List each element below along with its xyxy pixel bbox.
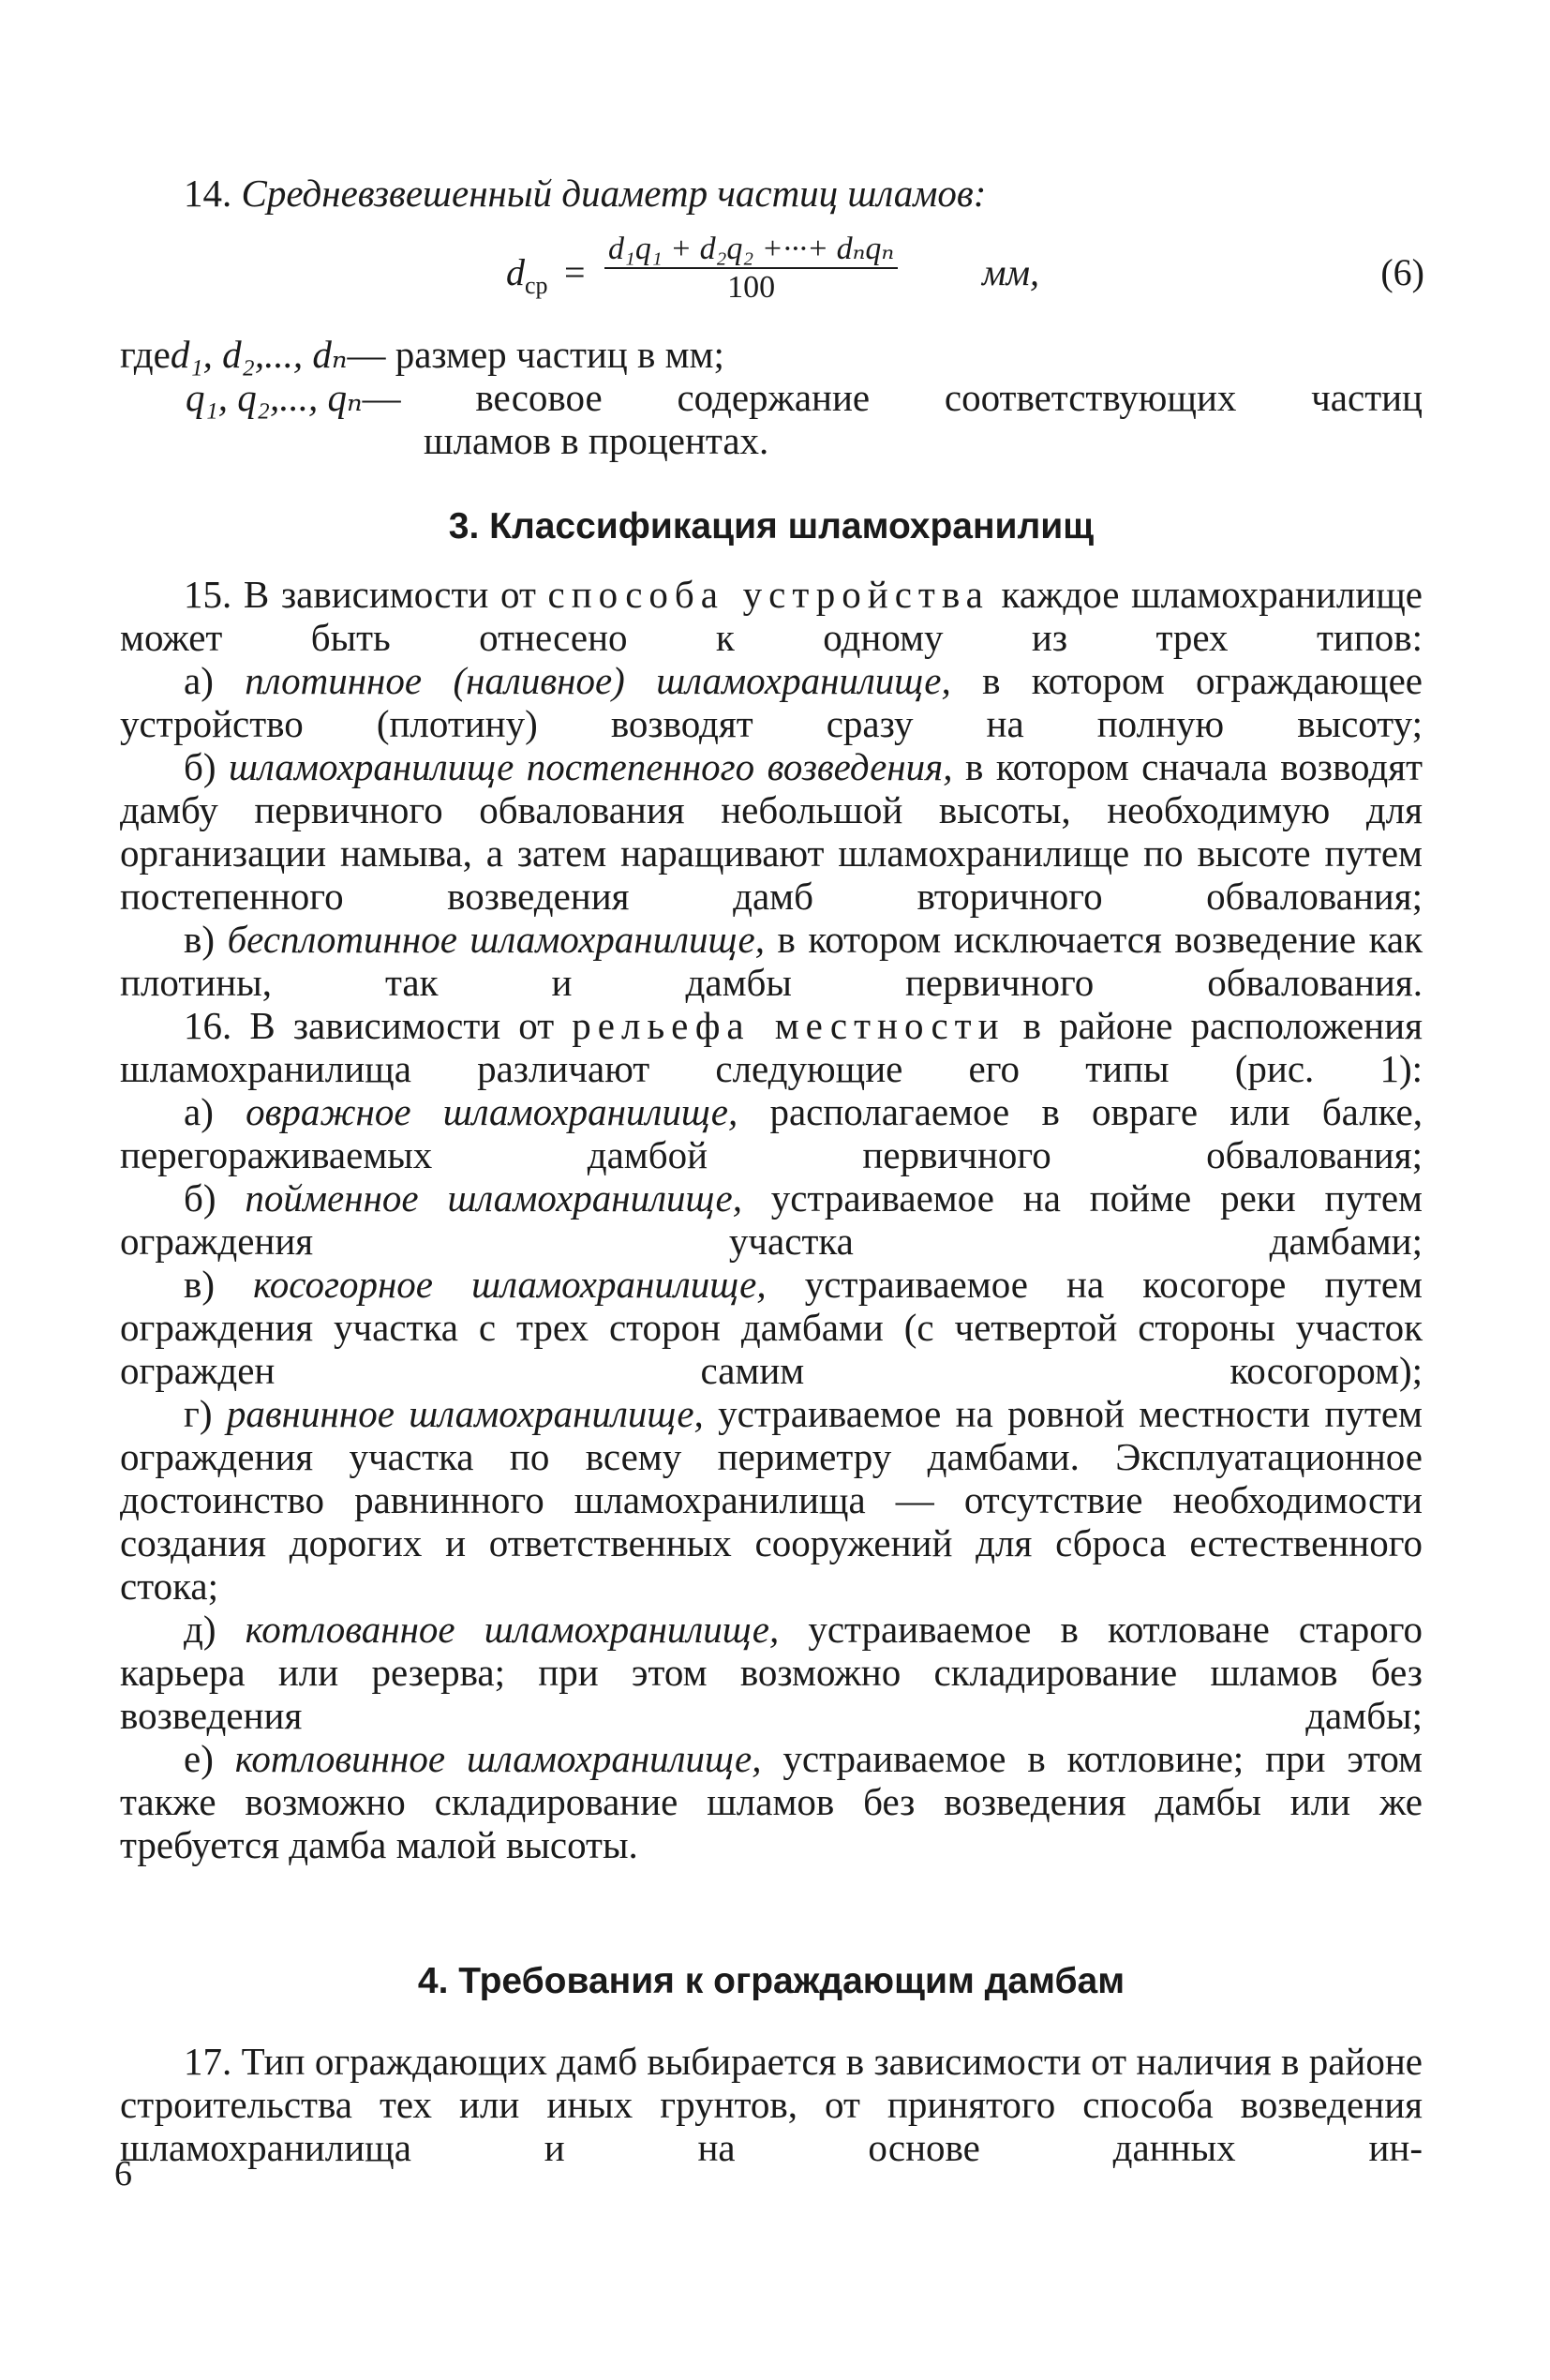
list-item: е) котловинное шламохранилище, устраиваемое в котловине; при этом также возможно складирование шламов без возведения дамбы или же требуется дамба малой высоты.: [120, 1737, 1423, 1866]
list-item: б) пойменное шламохранилище, устраиваемое на пойме реки путем ограждения участка дамбами;: [120, 1176, 1423, 1263]
list-item: д) котлованное шламохранилище, устраиваемое в котловане старого карьера или резерва; при этом возможно складирование шламов без возведения дамбы;: [120, 1608, 1423, 1737]
paragraph-17: 17. Тип ограждающих дамб выбирается в зависимости от наличия в районе строительства тех или иных грунтов, от принятого способа возведения шламохранилища и на основе данных ин-: [120, 2040, 1423, 2169]
section-14-title: 14. Средневзвешенный диаметр частиц шламов:: [184, 172, 987, 215]
formula-lhs: $d_{ср}$: [506, 251, 548, 299]
page-number: 6: [114, 2154, 132, 2193]
formula-fraction: [604, 230, 898, 307]
list-item: а) овражное шламохранилище, располагаемое в овраге или балке, перегораживаемых дамбой первичного обвалования;: [120, 1090, 1423, 1176]
section-14-title-text: Средневзвешенный диаметр частиц шламов:: [241, 172, 987, 215]
formula-label: (6): [1380, 251, 1424, 293]
formula-denominator: 100: [727, 270, 776, 305]
list-item: г) равнинное шламохранилище, устраиваемое на ровной местности путем ограждения участка по всему периметру дамбами. Эксплуатационное достоинство равнинного шламохранилища — отсутствие необходимости создания дорогих и ответственных сооружений для сброса естественного стока;: [120, 1392, 1423, 1608]
list-item: а) плотинное (наливное) шламохранилище, в котором ограждающее устройство (плотину) возводят сразу на полную высоту;: [120, 659, 1423, 745]
definition-q-cont: шламов в процентах.: [424, 419, 769, 462]
list-item: в) косогорное шламохранилище, устраиваемое на косогоре путем ограждения участка с трех сторон дамбами (с четвертой стороны участок огражден самим косогором);: [120, 1263, 1423, 1392]
definition-d: гдеd₁, d₂,..., dₙ— размер частиц в мм;: [120, 333, 724, 376]
formula-unit: мм,: [982, 251, 1040, 293]
list-item: в) бесплотинное шламохранилище, в котором исключается возведение как плотины, так и дамбы первичного обвалования.: [120, 918, 1423, 1004]
list-item: б) шламохранилище постепенного возведения, в котором сначала возводят дамбу первичного обвалования небольшой высоты, необходимую для организации намыва, а затем наращивают шламохранилище по высоте путем постепенного возведения дамб вторичного обвалования;: [120, 745, 1423, 918]
formula-6: [506, 230, 1424, 314]
formula-equals: =: [564, 251, 586, 293]
paragraph-16: 16. В зависимости от рельефа местности в районе расположения шламохранилища различают следующие его типы (рис. 1):: [120, 1004, 1423, 1090]
paragraph-15-block: [120, 573, 1423, 1866]
section-heading-3: 3. Классификация шламохранилищ: [448, 506, 1095, 546]
paragraph-17-block: [120, 2040, 1423, 2169]
definition-q: q₁, q₂,..., qₙ — весовое содержание соответствующих частиц: [186, 376, 1423, 419]
formula-numerator: d₁q₁ + d₂q₂ +···+ dₙqₙ: [604, 230, 898, 269]
section-heading-4: 4. Требования к ограждающим дамбам: [417, 1961, 1125, 2001]
paragraph-15: 15. В зависимости от способа устройства каждое шламохранилище может быть отнесено к одному из трех типов:: [120, 573, 1423, 659]
